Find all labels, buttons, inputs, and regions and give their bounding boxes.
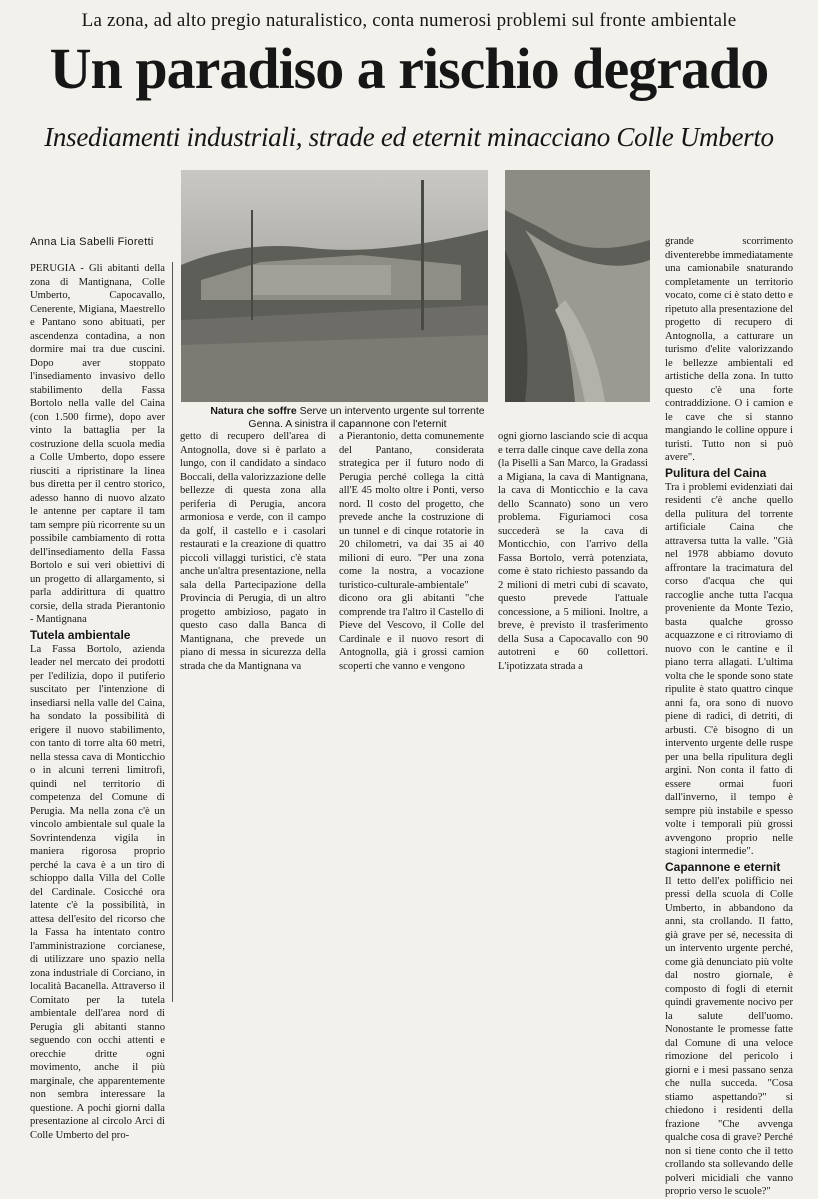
subheadline: Insediamenti industriali, strade ed eternit minacciano Colle Umberto <box>44 122 774 152</box>
photo-capannone <box>181 170 488 402</box>
photo-capannone-image <box>181 170 488 402</box>
col5-paragraph-2: Tra i problemi evidenziati dai residenti c'è anche quello della pulitura del torrente artificiale Caina che attraversa tutta la valle. "Già nel 1978 abbiamo dovuto affrontare la tracimatura del corso d'acqua che qui raccoglie anche tutta l'acqua proveniente da Monte Tezio, basta qualche grosso acquazzone e ci ritroviamo di nuovo con le cantine e il piano terra allagati. L'ultima volta che le sponde sono state ripulite è stato quattro cinque anni fa, ora sono di nuovo piene di radici, di detriti, di arbusti. C'è bisogno di un intervento urgente delle ruspe per una bella ripulitura degli argini. Non conta il fatto di essere ormai fuori dall'inverno, il tempo è sempre più instabile e spesso volte i temporali più grossi avvengono proprio nelle stagioni intermedie". <box>665 481 793 857</box>
col3-paragraph: a Pierantonio, detta comunemente del Pantano, considerata strategica per il futuro nodo di Perugia perché collega la città all'E 45 molto oltre i Ponti, verso nord. Il costo del progetto, che prevede anche la costruzione di un tunnel e di cinque rotatorie in 20 chilometri, va dai 35 ai 40 milioni di euro. "Per una zona come la nostra, a vocazione turistico-culturale-ambientale" dicono ora gli abitanti "che comprende tra l'altro il Castello di Pieve del Vescovo, il Colle del Cardinale e il nuovo resort di Antognolla, già i grossi camion scoperti che vanno e vengono <box>339 431 484 672</box>
caption-title: Natura che soffre <box>210 405 297 417</box>
column-divider <box>172 262 173 1002</box>
column-1 <box>30 262 165 1142</box>
column-3 <box>339 430 484 673</box>
column-4 <box>498 430 648 673</box>
section-heading-capannone: Capannone e eternit <box>665 859 781 874</box>
kicker: La zona, ad alto pregio naturalistico, conta numerosi problemi sul fronte ambientale <box>81 10 737 31</box>
photo-caption <box>205 405 490 431</box>
photo-torrente-image <box>505 170 650 402</box>
col1-paragraph-1: PERUGIA - Gli abitanti della zona di Mantignana, Colle Umberto, Capocavallo, Cenerente, Migiana, Maestrello e Pantano sono abituati, per ascendenza contadina, a non dormire mai tra due cuscini. Dopo aver stoppato l'insediamento invasivo dello stabilimento della Fassa Bortolo nella valle del Caina (con 1.500 firme), dopo aver vinto la battaglia per la costruzione della scuola media a Colle Umberto, dopo essere riusciti a ripristinare la linea bus diretta per il centro storico, adesso hanno di nuovo alzato le antenne per captare il tam tam sempre più ricorrente su un possibile cambiamento di rotta dell'insediamento della Fassa Bortolo e sui veri obiettivi di un progetto di allargamento, si parla addirittura di quattro corsie, della strada Pierantonio - Mantignana <box>30 263 165 625</box>
section-heading-caina: Pulitura del Caina <box>665 465 767 480</box>
col5-paragraph-1: grande scorrimento diventerebbe immediatamente una camionabile snaturando completamente un territorio vocato, come ci è stato detto e ripetuto alla presentazione del progetto di recupero di Antognolla, a catturare un turismo d'elite valorizzando le bellezze ambientali ed artistiche della zona. In tutto questo c'è una forte contraddizione. O i camion e le cave che si stanno mangiando le colline oppure i turisti. Tutto non si può avere". <box>665 236 793 463</box>
col5-paragraph-3: Il tetto dell'ex polifficio nei pressi della scuola di Colle Umberto, in abbandono da anni, sta crollando. Il fatto, già grave per sé, necessita di un intervento urgente perché, come già denunciato più volte dal nostro giornale, è composto di fogli di eternit quindi gravemente nocivo per la salute dell'uomo. Nonostante le promesse fatte dal Comune di una veloce rimozione del pericolo i giorni e i mesi passano senza che nulla succeda. "Cosa stiamo aspettando?" si chiedono i residenti della frazione "Che avvenga qualche cosa di grave? Perché non si tiene conto che il tetto crollando sta sollevando delle polveri micidiali che vanno proprio verso le scuole?" <box>665 875 793 1197</box>
col4-paragraph: ogni giorno lasciando scie di acqua e terra dalle cinque cave della zona (la Piselli a San Marco, la Gradassi a Migiana, la cava di Mantignana, la cava di Monticchio e la cava dello Scannato) sono un vero problema. Figuriamoci cosa succederà se la cava di Monticchio, con l'arrivo della Fassa Bortolo, verrà potenziata, come è stato richiesto passando da 2 milioni di metri cubi di scavato, questo prevede l'attuale concessione, a 5 milioni. Inoltre, a breve, è previsto il trasferimento della Susa a Capocavallo con 90 autotreni e 60 collettori. L'ipotizzata strada a <box>498 431 648 672</box>
byline: Anna Lia Sabelli Fioretti <box>30 236 154 248</box>
headline: Un paradiso a rischio degrado <box>49 36 769 101</box>
section-heading-tutela: Tutela ambientale <box>30 627 131 642</box>
photo-torrente <box>505 170 650 402</box>
caption-text: Serve un intervento urgente sul torrente Genna. A sinistra il capannone con l'eternit <box>248 405 485 430</box>
col1-paragraph-2: La Fassa Bortolo, azienda leader nel mercato dei prodotti per l'edilizia, dopo il putiferio suscitato per l'intenzione di insediarsi nella valle del Caina, ha sondato la possibilità di erigere il nuovo stabilimento, con tanto di torre alta 60 metri, nella stessa cava di Monticchio o in alcuni terreni limitrofi, quindi nel territorio di competenza del Comune di Perugia. Ma nella zona c'è un vincolo ambientale sul quale la Sovrintendenza vigila in maniera rigorosa proprio perché la cava è a un tiro di schioppo dalla Villa del Colle del Cardinale. Cosicché ora latente c'è la possibilità, in attesa dell'esito del ricorso che la Fassa ha intentato contro l'amministrazione corcianese, di utilizzare uno spazio nella zona industriale di Corciano, in località Bacanella. Attraverso il Comitato per la tutela ambientale dell'area nord di Perugia gli abitanti stanno seguendo con occhi attenti e orecchie dritte ogni movimento, anche il più marginale, che apparentemente non sembra interessare la questione. A pochi giorni dalla presentazione al circolo Arci di Colle Umberto del pro- <box>30 643 165 1141</box>
column-5 <box>665 235 793 1199</box>
col2-paragraph: getto di recupero dell'area di Antognolla, dove si è parlato a lungo, con il candidato a sindaco Boccali, della valorizzazione delle bellezze di questa zona alla periferia di Perugia, ancora armoniosa e verde, con il campo da golf, il castello e i casolari restaurati e la creazione di quattro piccoli villaggi turistici, c'è stata anche un'altra presentazione, nella sala della Partecipazione della Provincia di Perugia, di un altro progetto ambizioso, pagato in questo caso dalla Banca di Mantignana, che prevede un piano di messa in sicurezza della strada che da Mantignana va <box>180 431 326 672</box>
column-2 <box>180 430 326 673</box>
